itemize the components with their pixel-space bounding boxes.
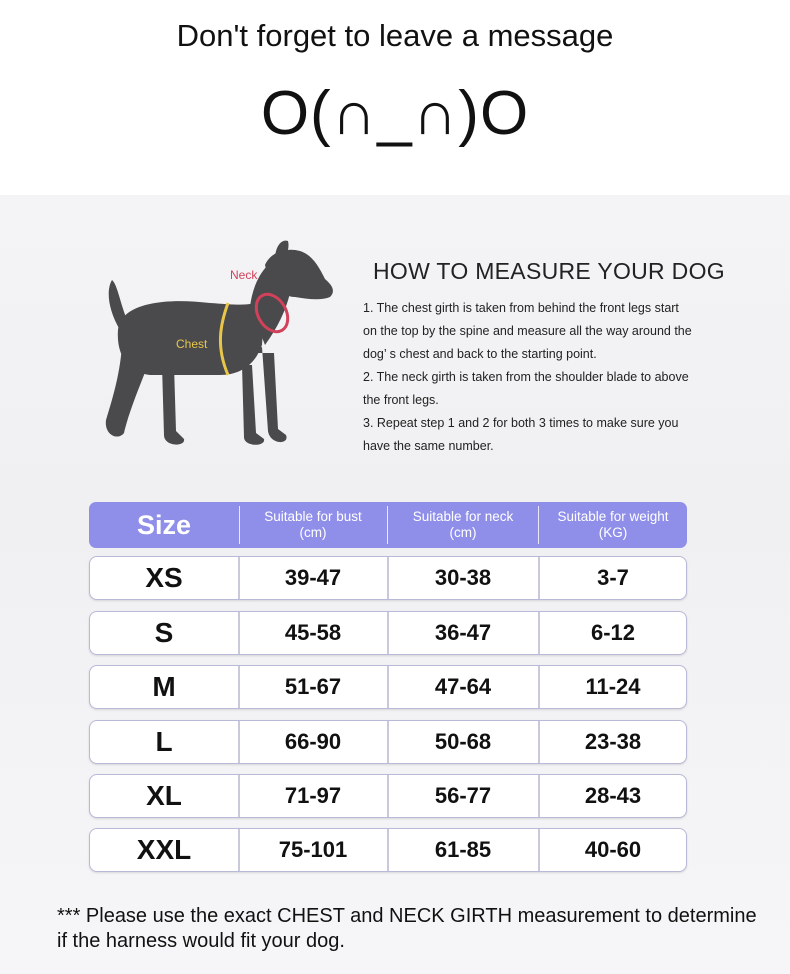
weight-cell: 40-60	[584, 837, 642, 862]
neck-cell: 56-77	[434, 783, 492, 808]
header-neck-unit: (cm)	[449, 525, 477, 540]
table-row	[89, 720, 687, 764]
header-bust-label: Suitable for bust	[264, 509, 362, 524]
instruction-line: 2. The neck girth is taken from the shoulder blade to above	[363, 370, 689, 384]
table-row	[89, 774, 687, 818]
weight-cell: 6-12	[590, 620, 636, 645]
table-row	[89, 611, 687, 655]
bust-cell: 39-47	[284, 565, 342, 590]
weight-cell: 28-43	[584, 783, 642, 808]
bust-cell: 71-97	[284, 783, 342, 808]
header-bust-unit: (cm)	[299, 525, 327, 540]
instruction-line: the front legs.	[363, 393, 439, 407]
footer-note: *** Please use the exact CHEST and NECK GIRTH measurement to determine if the harness would fit your dog.	[57, 905, 757, 952]
size-cell: XL	[146, 780, 182, 811]
header-neck-label: Suitable for neck	[412, 509, 514, 524]
size-cell: L	[155, 726, 173, 757]
neck-cell: 36-47	[434, 620, 492, 645]
neck-label: Neck	[230, 268, 258, 282]
chest-label: Chest	[176, 337, 208, 351]
header-size	[89, 502, 239, 548]
instruction-line: 1. The chest girth is taken from behind the front legs start	[363, 301, 679, 315]
neck-cell: 50-68	[434, 729, 492, 754]
bust-cell: 75-101	[278, 837, 348, 862]
header-neck	[388, 502, 538, 548]
emoticon: O(∩_∩)O	[260, 79, 530, 148]
header-weight-unit: (KG)	[598, 525, 628, 540]
neck-cell: 30-38	[434, 565, 492, 590]
size-cell: M	[152, 671, 176, 702]
top-message: Don't forget to leave a message	[176, 18, 614, 53]
dog-illustration	[90, 235, 350, 460]
table-row	[89, 665, 687, 709]
bust-cell: 45-58	[284, 620, 342, 645]
instruction-line: on the top by the spine and measure all the way around the	[363, 324, 692, 338]
weight-cell: 23-38	[584, 729, 642, 754]
header-bust	[240, 502, 386, 548]
table-row	[89, 556, 687, 600]
weight-cell: 11-24	[585, 674, 641, 699]
instruction-line: 3. Repeat step 1 and 2 for both 3 times to make sure you	[363, 416, 679, 430]
bust-cell: 51-67	[284, 674, 342, 699]
howto-title: HOW TO MEASURE YOUR DOG	[373, 258, 725, 284]
instruction-line: have the same number.	[363, 439, 494, 453]
size-cell: S	[154, 617, 174, 648]
instruction-line: dog’ s chest and back to the starting point.	[363, 347, 597, 361]
header-weight-label: Suitable for weight	[557, 509, 669, 524]
weight-cell: 3-7	[597, 565, 629, 590]
neck-cell: 61-85	[434, 837, 492, 862]
bust-cell: 66-90	[284, 729, 342, 754]
size-cell: XS	[145, 562, 183, 593]
table-row	[89, 828, 687, 872]
neck-cell: 47-64	[434, 674, 492, 699]
header-weight	[539, 502, 687, 548]
size-cell: XXL	[136, 834, 192, 865]
header-size-label: Size	[136, 510, 192, 540]
size-table-header	[89, 502, 687, 548]
